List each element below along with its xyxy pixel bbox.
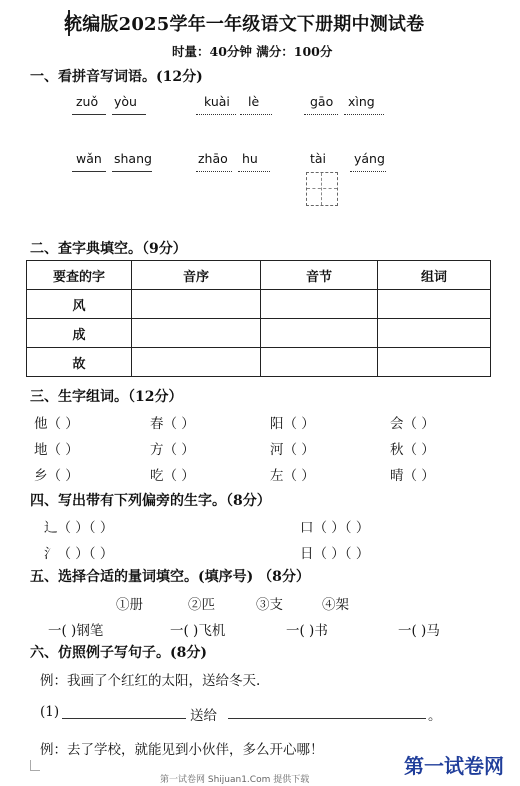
pinyin: yáng — [354, 151, 385, 166]
section-2-heading: 二、查字典填空。（9分） — [30, 241, 187, 257]
pinyin: gāo — [310, 94, 334, 109]
example-sentence: 例：我画了个红红的太阳，送给冬天. — [40, 673, 261, 689]
column-header: 要查的字 — [27, 261, 132, 290]
answer-cell[interactable] — [378, 290, 491, 319]
pinyin: wǎn — [76, 151, 102, 166]
exam-meta: 时量：40分钟 满分：100分 — [172, 44, 333, 59]
pinyin: hu — [242, 151, 258, 166]
section-3-heading: 三、生字组词。（12分） — [30, 389, 183, 405]
section-1-heading: 一、看拼音写词语。(12分) — [30, 69, 203, 85]
answer-cell[interactable] — [261, 290, 378, 319]
word-prompt[interactable]: 秋（ ） — [390, 442, 435, 458]
pinyin: shang — [114, 151, 152, 166]
answer-cell[interactable] — [261, 319, 378, 348]
section-5-heading: 五、选择合适的量词填空。(填序号) （8分） — [30, 569, 310, 585]
measure-word-option: ①册 — [116, 597, 143, 613]
word-prompt[interactable]: 晴（ ） — [390, 468, 435, 484]
radical-prompt[interactable]: 日（ ）（ ） — [300, 546, 370, 562]
answer-cell[interactable] — [132, 348, 261, 377]
word-prompt[interactable]: 春（ ） — [150, 416, 195, 432]
pinyin: lè — [248, 94, 260, 109]
pinyin: tài — [310, 151, 327, 166]
measure-word-option: ④架 — [322, 597, 349, 613]
pinyin: xìng — [348, 94, 375, 109]
answer-line[interactable] — [112, 114, 146, 115]
word-prompt[interactable]: 河（ ） — [270, 442, 315, 458]
blank-middle: 送给 — [190, 708, 217, 724]
table-row — [27, 348, 491, 377]
word-prompt[interactable]: 吃（ ） — [150, 468, 195, 484]
section-6-heading: 六、仿照例子写句子。(8分) — [30, 645, 207, 661]
radical-prompt[interactable]: 氵（ ）（ ） — [44, 546, 114, 562]
answer-line[interactable] — [350, 171, 386, 172]
answer-cell[interactable] — [378, 319, 491, 348]
column-header: 音序 — [132, 261, 261, 290]
page-title: 统编版2025学年一年级语文下册期中测试卷 — [64, 14, 425, 35]
answer-cell[interactable] — [132, 290, 261, 319]
word-prompt[interactable]: 乡（ ） — [34, 468, 79, 484]
pinyin: zhāo — [198, 151, 228, 166]
blank-prefix: (1) — [40, 704, 60, 720]
word-prompt[interactable]: 左（ ） — [270, 468, 315, 484]
pinyin: yòu — [114, 94, 137, 109]
pinyin: kuài — [204, 94, 230, 109]
pinyin: zuǒ — [76, 94, 99, 109]
answer-line[interactable] — [196, 171, 232, 172]
answer-line[interactable] — [196, 114, 236, 115]
query-char: 风 — [27, 290, 132, 319]
answer-line[interactable] — [344, 114, 384, 115]
answer-line[interactable] — [112, 171, 152, 172]
query-char: 故 — [27, 348, 132, 377]
table-row — [27, 290, 491, 319]
query-char: 成 — [27, 319, 132, 348]
page-corner-mark — [20, 760, 31, 770]
answer-line[interactable] — [228, 718, 426, 719]
word-prompt[interactable]: 阳（ ） — [270, 416, 315, 432]
column-header: 组词 — [378, 261, 491, 290]
page-corner-mark — [30, 770, 40, 781]
radical-prompt[interactable]: 辶（ ）（ ） — [44, 520, 114, 536]
answer-cell[interactable] — [261, 348, 378, 377]
answer-cell[interactable] — [378, 348, 491, 377]
word-prompt[interactable]: 他（ ） — [34, 416, 79, 432]
answer-line[interactable] — [72, 114, 106, 115]
column-header: 音节 — [261, 261, 378, 290]
answer-cell[interactable] — [132, 319, 261, 348]
measure-word-option: ③支 — [256, 597, 283, 613]
writing-grid-box[interactable] — [306, 172, 338, 206]
table-row — [27, 319, 491, 348]
answer-line[interactable] — [238, 171, 270, 172]
watermark-brand: 第一试卷网 — [404, 754, 504, 778]
answer-line[interactable] — [62, 718, 186, 719]
measure-word-item[interactable]: 一( )马 — [398, 623, 440, 639]
word-prompt[interactable]: 会（ ） — [390, 416, 435, 432]
word-prompt[interactable]: 方（ ） — [150, 442, 195, 458]
measure-word-item[interactable]: 一( )书 — [286, 623, 328, 639]
section-4-heading: 四、写出带有下列偏旁的生字。（8分） — [30, 493, 271, 509]
answer-line[interactable] — [240, 114, 272, 115]
measure-word-option: ②匹 — [188, 597, 215, 613]
example-sentence: 例：去了学校，就能见到小伙伴，多么开心哪！ — [40, 742, 324, 758]
radical-prompt[interactable]: 口（ ）（ ） — [300, 520, 370, 536]
blank-end: 。 — [428, 708, 442, 724]
table-header-row — [27, 261, 491, 290]
dictionary-table — [26, 260, 491, 377]
measure-word-item[interactable]: 一( )飞机 — [170, 623, 226, 639]
footer-text: 第一试卷网 Shijuan1.Com 提供下载 — [160, 775, 310, 785]
answer-line[interactable] — [72, 171, 106, 172]
measure-word-item[interactable]: 一( )钢笔 — [48, 623, 104, 639]
answer-line[interactable] — [304, 114, 338, 115]
word-prompt[interactable]: 地（ ） — [34, 442, 79, 458]
